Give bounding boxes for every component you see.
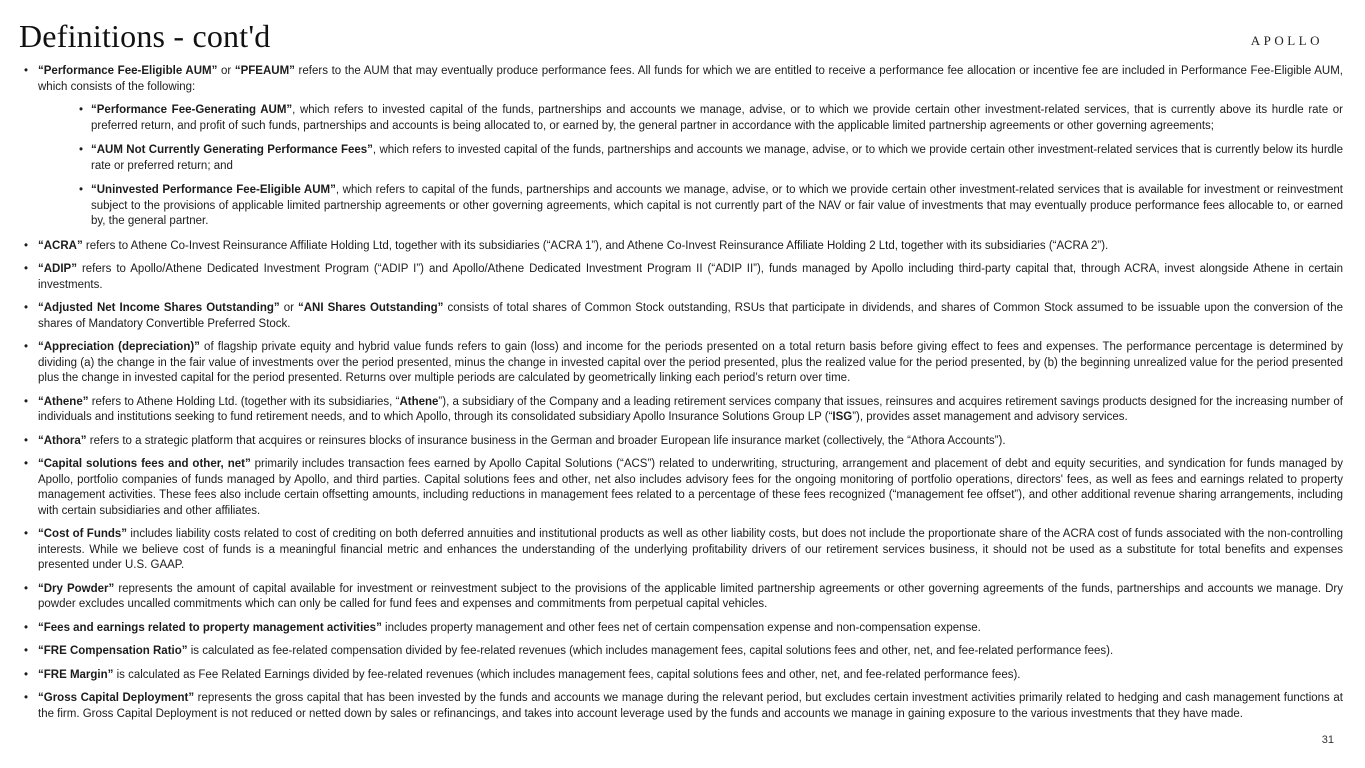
definition-text: refers to Apollo/Athene Dedicated Investment Program (“ADIP I”) and Apollo/Athene Dedicated Investment Program II (“ADIP II”), funds managed by Apollo including third-party capital that, through ACRA, invest alongside Athene in certain investments. [38, 263, 1343, 291]
definition-text: includes property management and other fees net of certain compensation expense and non-compensation expense. [381, 621, 981, 634]
definition-item [78, 183, 1343, 230]
definition-item [23, 582, 1343, 613]
definition-text: or [217, 65, 235, 77]
definition-text: ”), provides asset management and advisory services. [852, 411, 1128, 423]
definition-text: refers to Athene Co-Invest Reinsurance Affiliate Holding Ltd, together with its subsidiaries (“ACRA 1”), and Athene Co-Invest Reinsurance Affiliate Holding 2 Ltd, together with its subsidiaries (“ACRA 2”). [82, 239, 1109, 252]
definition-text: represents the gross capital that has been invested by the funds and accounts we manage during the relevant period, but excludes certain investment activities primarily related to hedging and cash management functions at the firm. Gross Capital Deployment is not reduced or netted down by sales or refinancings, and takes into account leverage used by the funds and accounts we manage in gaining exposure to the various investments that they have made. [38, 692, 1343, 720]
definition-term: “Fees and earnings related to property management activities” [38, 621, 382, 634]
definition-text: ”), a subsidiary of the Company and a leading retirement services company that issues, reinsures and acquires retirement savings products designed for the increasing number of individuals and institutions seeking to fund retirement needs, and to which Apollo, through its consolidated subsidiary Apollo Insurance Solutions Group LP (“ [38, 395, 1343, 423]
definition-term: “Adjusted Net Income Shares Outstanding” [38, 302, 280, 314]
definition-text: , which refers to invested capital of the funds, partnerships and accounts we manage, advise, or to which we provide certain other investment-related services, that is currently above its hurdle rate or preferred return, and profit of such funds, partnerships and accounts is being allocated to, or earned by, the general partner in accordance with the applicable limited partnership agreements or other governing agreements; [91, 104, 1343, 132]
definition-term: “Capital solutions fees and other, net” [38, 458, 251, 470]
definition-item [23, 262, 1343, 293]
definition-text: refers to a strategic platform that acquires or reinsures blocks of insurance business in the German and broader European life insurance market (collectively, the “Athora Accounts”). [86, 434, 1006, 447]
definition-term: “Athene” [38, 395, 89, 408]
definition-text: refers to Athene Holding Ltd. (together with its subsidiaries, “ [88, 395, 400, 408]
definition-item [78, 143, 1343, 174]
definition-text: primarily includes transaction fees earned by Apollo Capital Solutions (“ACS”) related to underwriting, structuring, arrangement and placement of debt and equity securities, and syndication for funds managed by Apollo, portfolio companies of funds managed by Apollo, and third parties. Capital solutions fees and other, net also includes advisory fees for the ongoing monitoring of portfolio operations, directors' fees, as well as fees and earnings related to property management activities. These fees also include certain offsetting amounts, including reductions in management fees related to a percentage of these fees recognized (“management fee offset”), and other additional revenue sharing arrangements, including with certain subsidiaries and other affiliates. [38, 458, 1344, 517]
page-title: Definitions - cont'd [19, 18, 271, 54]
definition-term: “Cost of Funds” [38, 528, 128, 540]
definition-term: “PFEAUM” [234, 65, 295, 77]
definition-item [23, 395, 1343, 426]
definition-item [23, 64, 1343, 95]
definition-term: “ANI Shares Outstanding” [297, 302, 444, 314]
definition-item [23, 301, 1343, 332]
definition-item [23, 340, 1343, 387]
definition-item [78, 103, 1343, 134]
apollo-logo: APOLLO [1250, 33, 1323, 48]
definition-text: is calculated as fee-related compensation divided by fee-related revenues (which includes management fees, capital solutions fees and other, net, and fee-related performance fees). [187, 645, 1114, 657]
definition-item [23, 527, 1343, 574]
definition-item [23, 457, 1343, 519]
definition-term: ISG [832, 411, 853, 423]
definition-text: consists of total shares of Common Stock outstanding, RSUs that participate in dividends, and shares of Common Stock assumed to be issuable upon the conversion of the shares of Mandatory Convertible Preferred Stock. [38, 302, 1343, 330]
definition-text: is calculated as Fee Related Earnings divided by fee-related revenues (which includes management fees, capital solutions fees and other, net, and fee-related performance fees). [113, 668, 1021, 681]
definition-term: Athene [399, 395, 439, 408]
definition-term: “FRE Compensation Ratio” [38, 645, 188, 657]
definition-text: refers to the AUM that may eventually produce performance fees. All funds for which we are entitled to receive a performance fee allocation or incentive fee are included in Performance Fee-Eligible AUM, which consists of the following: [38, 65, 1343, 93]
definition-term: “ADIP” [38, 263, 77, 275]
definition-term: “Uninvested Performance Fee-Eligible AUM” [91, 184, 336, 196]
definition-item [23, 434, 1343, 450]
definition-text: of flagship private equity and hybrid value funds refers to gain (loss) and income for the periods presented on a total return basis before giving effect to fees and expenses. The performance percentage is determined by dividing (a) the change in the fair value of investments over the period presented, minus the change in invested capital over the period presented, plus the realized value for the period presented, by (b) the beginning unrealized value for the period presented plus the change in invested capital for the period presented. Returns over multiple periods are calculated by geometrically linking each period’s return over time. [38, 341, 1343, 384]
page-number: 31 [1321, 734, 1334, 746]
definition-item [23, 239, 1343, 255]
definition-term: “FRE Margin” [38, 668, 114, 681]
definition-text: , which refers to invested capital of the funds, partnerships and accounts we manage, advise, or to which we provide certain other investment-related services that is currently below its hurdle rate or preferred return; and [91, 144, 1343, 172]
definition-term: “Athora” [38, 434, 87, 447]
definition-item [23, 621, 1343, 637]
definition-term: “ACRA” [38, 239, 83, 252]
definition-text: includes liability costs related to cost of crediting on both deferred annuities and institutional products as well as other liability costs, but does not include the proportionate share of the ACRA cost of funds associated with the non-controlling interests. While we believe cost of funds is a meaningful financial metric and enhances the understanding of the underlying profitability drivers of our retirement services business, it should not be used as a substitute for total benefits and expenses presented under U.S. GAAP. [38, 528, 1343, 571]
definitions-list [23, 64, 1343, 730]
definition-term: “Dry Powder” [38, 582, 115, 595]
definition-text: , which refers to capital of the funds, partnerships and accounts we manage, advise, or to which we provide certain other investment-related services that is available for investment or reinvestment subject to the provisions of applicable limited partnership agreements or other governing agreements, which capital is not currently part of the NAV or fair value of investments that may eventually produce performance fees allocable to, or earned by, the general partner. [91, 184, 1344, 227]
definition-item [23, 691, 1343, 722]
definition-term: “Performance Fee-Generating AUM” [91, 104, 293, 116]
definition-text: or [279, 302, 298, 314]
definition-item [23, 668, 1343, 684]
definition-text: represents the amount of capital available for investment or reinvestment subject to the provisions of the applicable limited partnership agreements or other governing agreements of the funds, partnerships and accounts we manage. Dry powder excludes uncalled commitments which can only be called for fund fees and expenses and commitments from perpetual capital vehicles. [38, 582, 1343, 610]
definition-item [23, 644, 1343, 660]
definition-term: “Performance Fee-Eligible AUM” [38, 65, 218, 77]
slide-header [0, 0, 1365, 60]
definition-term: “Gross Capital Deployment” [38, 692, 195, 704]
definition-term: “Appreciation (depreciation)” [38, 341, 200, 353]
definition-term: “AUM Not Currently Generating Performance Fees” [91, 144, 373, 156]
